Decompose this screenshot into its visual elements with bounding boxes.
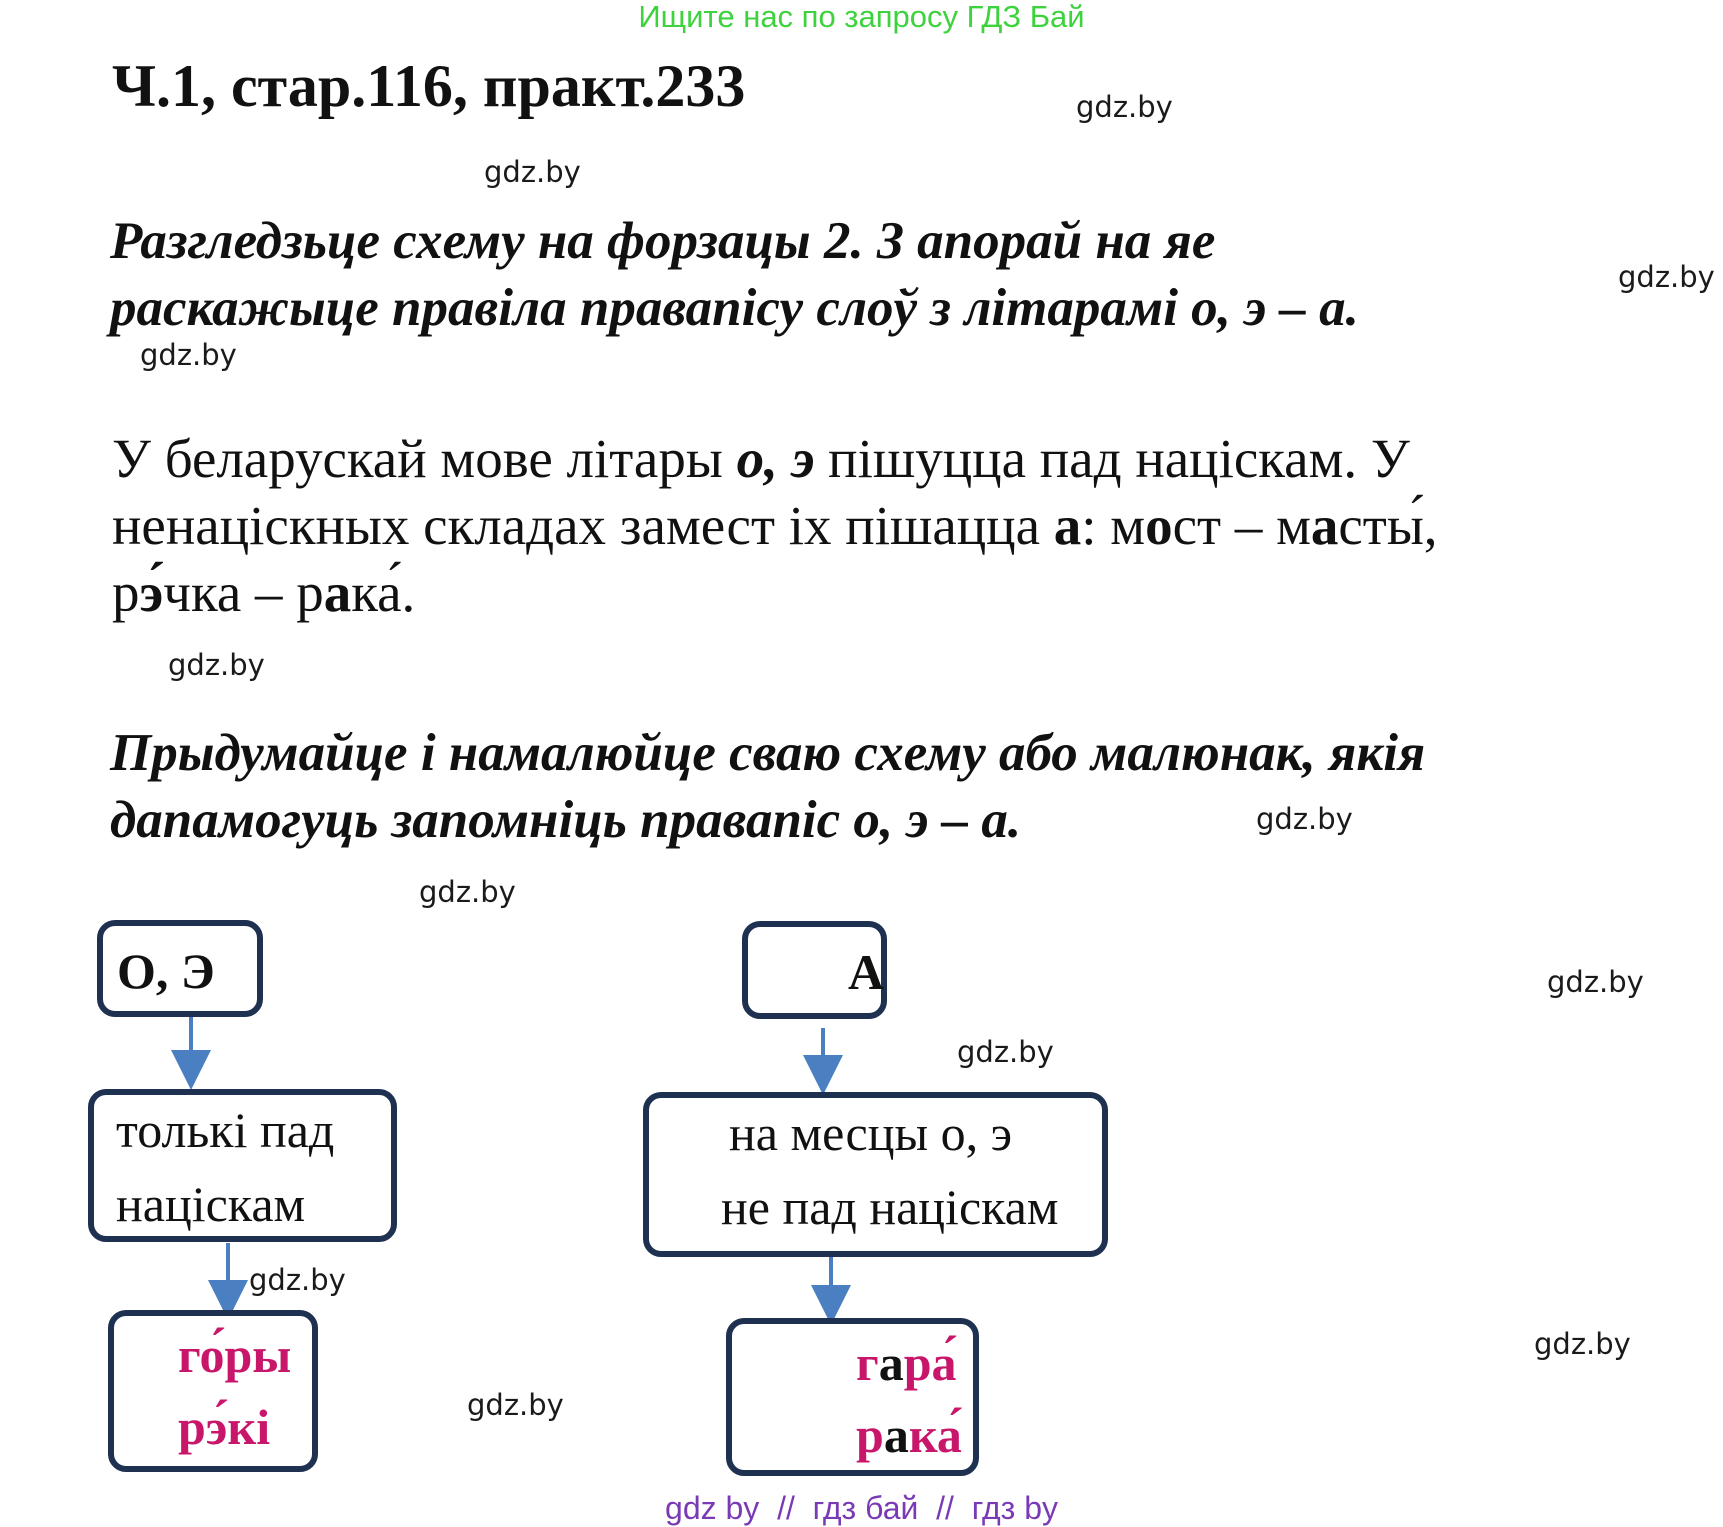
task1-line1: Разгледзьце схему на форзацы 2. З апорай на яе	[110, 212, 1216, 270]
box-not-under-stress-line1: на месцы о, э	[729, 1105, 1013, 1161]
watermark: gdz.by	[467, 1388, 564, 1422]
watermark: gdz.by	[1076, 90, 1173, 124]
box-o-e	[97, 920, 263, 1017]
watermark: gdz.by	[1618, 260, 1715, 294]
answer-line3: рэ́чка – рака́.	[112, 562, 416, 623]
example-gory: го́ры	[178, 1327, 292, 1383]
watermark: gdz.by	[957, 1035, 1054, 1069]
box-examples-left	[108, 1310, 318, 1472]
example-reki: рэ́кі	[178, 1399, 271, 1455]
top-banner: Ищите нас по запросу ГДЗ Бай	[638, 0, 1085, 34]
box-examples-right	[726, 1318, 979, 1476]
box-under-stress-line1: толькі пад	[116, 1102, 335, 1158]
watermark: gdz.by	[168, 648, 265, 682]
box-a-label: А	[848, 944, 885, 1000]
example-gara: гара́	[856, 1335, 957, 1391]
answer-line1: У беларускай мове літары о, э пішуцца пад націскам. У	[112, 428, 1410, 489]
watermark: gdz.by	[419, 875, 516, 909]
box-under-stress-line2: націскам	[116, 1176, 306, 1232]
watermark: gdz.by	[140, 338, 237, 372]
watermark: gdz.by	[1256, 802, 1353, 836]
box-under-stress	[88, 1089, 397, 1242]
page-title: Ч.1, стар.116, практ.233	[112, 53, 746, 119]
box-a	[742, 921, 887, 1019]
task1-line2: раскажыце правіла правапісу слоў з літарамі о, э – а.	[110, 279, 1359, 337]
footer-links[interactable]: gdz by // гдз бай // гдз by	[665, 1490, 1058, 1526]
box-not-under-stress	[643, 1092, 1108, 1257]
answer-line2: ненаціскных складах замест іх пішацца а: мост – масты́,	[112, 495, 1438, 556]
watermark: gdz.by	[1534, 1327, 1631, 1361]
box-o-e-label: О, Э	[117, 943, 215, 999]
box-not-under-stress-line2: не пад націскам	[721, 1179, 1059, 1235]
watermark: gdz.by	[484, 155, 581, 189]
watermark: gdz.by	[1547, 965, 1644, 999]
task2-line2: дапамогуць запомніць правапіс о, э – а.	[110, 791, 1022, 849]
example-raka: рака́	[856, 1407, 962, 1463]
watermark: gdz.by	[249, 1263, 346, 1297]
task2-line1: Прыдумайце і намалюйце сваю схему або малюнак, якія	[110, 724, 1426, 782]
answer-text	[112, 425, 1438, 626]
